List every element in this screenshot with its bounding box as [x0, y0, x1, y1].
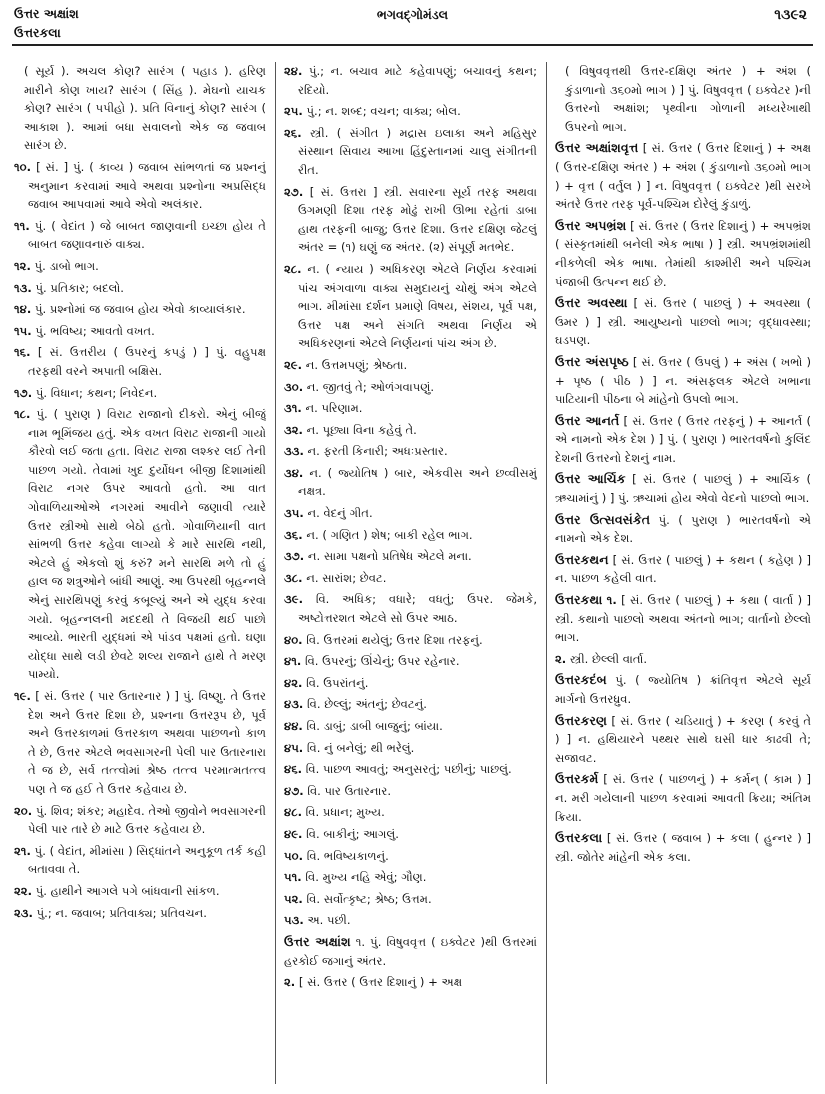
definition-text: [ સં. ઉત્તર ( ચડિયાતું ) + કરણ ( કરવું તે ) ] ન. હથિયારને પથ્થર સાથે ઘસી ધાર કાઢવી તે; સજાવટ. [555, 713, 811, 765]
sense-entry [14, 802, 266, 839]
sense-number: ૨૩. [14, 905, 33, 920]
headword-entry [555, 591, 811, 647]
column-divider [546, 62, 547, 1084]
definition-text: [ સં. ઉત્તર ( પાર ઉતારનાર ) ] પું. વિષ્ણુ. તે ઉત્તર દેશ અને ઉત્તર દિશા છે, પ્રશ્નના ઉત્તરરૂપ છે, પૂર્વ અને ઉત્તરકાળમાં ઉત્તરકાળ અથવા પાછળનો કાળ તે છે, ઉત્તર એટલે ભવસાગરની પેલી પાર ઉતારનારા તે જ છે, સર્વ તત્ત્વોમાં શ્રેષ્ઠ તત્ત્વ પરમાત્મતત્ત્વ પણ તે જ હઈ તે ઉત્તર કહેવાય છે. [28, 689, 266, 796]
sense-number: ૧૭. [14, 385, 33, 400]
sense-entry [284, 260, 537, 353]
column-divider [275, 62, 276, 1084]
guide-word-last: ઉત્તરકલા [14, 25, 61, 40]
headword: ઉત્તરકલા [555, 830, 603, 846]
sense-number: ૧૫. [14, 323, 32, 338]
sense-number: ૨૧. [14, 843, 31, 858]
definition-text: વિ. પાછળ આવતું; અનુસરતું; પછીનું; પાછલું. [305, 762, 512, 777]
sense-number: ૩૯. [284, 592, 303, 607]
definition-text: પું. હાથીને આગલે પગે બાંધવાની સાંકળ. [35, 883, 220, 898]
definition-text: [ સં. ઉત્તરીય ( ઉપરનું કપડું ) ] પું. વહુપક્ષ તરફથી વરને અપાતી બક્ષિસ. [28, 345, 266, 378]
headword: ઉત્તરકર્મ [555, 771, 599, 787]
definition-text: [ સં. ઉત્તર ( જવાબ ) + કલા ( હુન્નર ) ] સ્ત્રી. જોતેર માંહેની એક કલા. [555, 831, 811, 864]
definition-text: પું. શિવ; શંકર; મહાદેવ. તેઓ જીવોને ભવસાગરની પેલી પાર તારે છે માટે ઉત્તર કહેવાય છે. [28, 803, 266, 837]
sense-number: ૨૫. [284, 104, 303, 119]
definition-text: [ સં. ઉત્તરા ] સ્ત્રી. સવારના સૂર્ય તરફ અથવા ઉગમણી દિશા તરફ મોઢું રાખી ઊભા રહેતાં ડાબા હાથ તરફની બાજુ; ઉત્તર દિશા. ઉત્તર દક્ષિણ જેટલું અંતર = (૧) ઘણું જ અંતર. (૨) સંપૂર્ણ મતભેદ. [298, 184, 537, 255]
headword-entry [555, 139, 811, 213]
sense-entry [284, 973, 537, 992]
definition-text: વિ. મુખ્ય નહિ એવું; ગૌણ. [305, 870, 427, 885]
sense-number: ૧૦. [14, 159, 32, 174]
definition-text: પું. ( પુરાણ ) ભારતવર્ષનો એ નામનો એક દેશ. [555, 512, 811, 546]
headword-entry [555, 712, 811, 768]
sense-number: ૨૮. [284, 261, 302, 276]
definition-text: વિ. બાકીનું; આગલું. [306, 826, 399, 841]
definition-text: વિ. ઉપરનું; ઊંચેનું; ઉપર રહેનાર. [304, 654, 460, 669]
sense-entry [14, 842, 266, 879]
sense-number: ૪૯. [284, 826, 303, 841]
sense-entry [284, 547, 537, 566]
header-rule [12, 44, 813, 46]
sense-number: ૧૨. [14, 258, 31, 273]
sense-entry [284, 825, 537, 844]
definition-text: પું. ( વેદાંત ) જે બાબત જાણવાની ઇચ્છા હોય તે બાબત જણાવનારું વાક્ય. [28, 218, 266, 252]
definition-text: પું. ( વેદાંત, મીમાંસા ) સિદ્ધાંતને અનુકૂળ તર્ક કહી બતાવવા તે. [28, 843, 266, 877]
headword: ઉત્તરકથન [555, 551, 609, 567]
sense-number: ૩૫. [284, 506, 304, 521]
sense-number: ૩૧. [284, 401, 302, 416]
definition-text: અ. પછી. [307, 913, 351, 928]
headword-entry [555, 217, 811, 291]
sense-entry [555, 650, 811, 669]
sense-number: ૨૬. [284, 125, 302, 140]
sense-entry [284, 62, 537, 99]
sense-entry [14, 257, 266, 276]
definition-text: ( સૂર્ય ). અચલ કોણ? સારંગ ( પહાડ ). હરિણ મારીને કોણ ખાય? સારંગ ( સિંહ ). મેઘનો યાચક કોણ? સારંગ ( પપીહો ). પ્રતિ વિનાનું કોણ? સારંગ ( આકાશ ). આમાં બધા સવાલનો એક જ જવાબ સારંગ છે. [24, 64, 266, 153]
sense-number: ૩૨. [284, 422, 303, 437]
sense-entry [284, 526, 537, 545]
definition-text: સ્ત્રી. છેલ્લી વાર્તા. [569, 651, 648, 666]
sense-number: ૧. [606, 593, 617, 608]
definition-text: ન. સામા પક્ષનો પ્રતિષેધ એટલે મના. [307, 549, 472, 564]
headword: ઉત્તરકદંબ [555, 672, 607, 688]
headword: ઉત્તર આર્ચિક [555, 471, 626, 487]
sense-number: ૨૭. [284, 184, 304, 199]
definition-text: [ સં. ઉત્તર ( પાછલું ) + અવસ્થા ( ઉમર ) ] સ્ત્રી. આયુષ્યનો પાછલો ભાગ; વૃદ્ધાવસ્થા; ઘડપણ. [555, 296, 811, 348]
sense-number: ૫૧. [284, 870, 302, 885]
headword: ઉત્તરકરણ [555, 712, 608, 728]
sense-entry [284, 911, 537, 930]
sense-entry [14, 687, 266, 799]
sense-entry [284, 569, 537, 588]
sense-entry [284, 803, 537, 822]
definition-text: [ સં. ઉત્તર ( ઉપલું ) + અંસ ( ખભો ) + પૃષ્ઠ ( પીઠ ) ] ન. અંસફલક એટલે ખભાના પાટિયાની પીઠના બે માંહેનો ઉપલો ભાગ. [555, 354, 811, 407]
sense-number: ૩૬. [284, 527, 303, 542]
definition-text: પું. ( પુરાણ ) વિરાટ રાજાનો દીકરો. એનું બીજું નામ ભૂમિંજય હતું. એક વખત વિરાટ રાજાની ગાયો કૌરવો લઈ જતા હતા. વિરાટ રાજા લશ્કર લઈ તેની પાછળ ગયો. તેવામાં ખુદ દુર્યોધન બીજી દિશામાંથી વિરાટ નગર ઉપર આવતો હતો. આ વાત ગોવાળિયાઓએ નગરમાં આવીને જણાવી ત્યારે ઉત્તર સ્ત્રીઓ સાથે બેઠો હતો. ગોવાળિયાની વાત સાંભળી ઉત્તર કહેવા લાગ્યો કે મારે સારથિ નથી, એટલે હું એકલો શું કરું? મને સારથિ મળે તો હું હાલ જ શત્રુઓને બાંધી આણું. આ ઉપરથી બૃહન્નલે એનું સારથિપણું કરવું કબૂલ્યું અને એ યુદ્ધ કરવા ગયો. બૃહન્નલની મદદથી તે વિજયી થઈ પાછો આવ્યો. ભારતી યુદ્ધમાં એ પાંડવ પક્ષમાં હતો. ઘણા યોદ્ધા સાથે લડી છેવટે શલ્ય રાજાને હાથે તે મરણ પામ્યો. [28, 407, 266, 682]
definition-text: [ સં. ઉત્તર ( ઉત્તર દિશાનું ) + અક્ષ [298, 975, 463, 990]
headword: ઉત્તર અક્ષાંશ [284, 933, 351, 949]
headword: ઉત્તરકથા [555, 592, 603, 608]
headword: ઉત્તર અપભ્રંશ [555, 217, 627, 233]
definition-text: [ સં. ઉત્તર ( ઉત્તર તરફનું ) + આનર્ત ( એ નામનો એક દેશ ) ] પું. ( પુરાણ ) ભારતવર્ષનો કુલિંદ દેશની ઉત્તરનો દેશનું નામ. [555, 413, 811, 465]
definition-text: [ સં. ઉત્તર ( પાછલું ) + આર્ચિક ( ઋચામાંનું ) ] પું. ઋચામાં હોય એવો વેદનો પાછલો ભાગ. [555, 472, 811, 506]
sense-entry [14, 217, 266, 254]
column-2 [284, 62, 537, 1086]
sense-entry [14, 384, 266, 403]
definition-text: વિ. અધિક; વધારે; વધતું; ઉપર. જેમકે, અષ્ટોત્તરશત એટલે સો ઉપર આઠ. [298, 592, 537, 626]
column-1 [14, 62, 266, 1086]
sense-number: ૨૨. [14, 883, 33, 898]
sense-entry [284, 652, 537, 671]
definition-text: વિ. પ્રધાન; મુખ્ય. [305, 805, 385, 820]
sense-number: ૪૬. [284, 762, 303, 777]
definition-text: [ સં. ઉત્તર ( પાછળનું ) + કર્મન્ ( કામ ) ] ન. મરી ગયેલાની પાછળ કરવામાં આવતી ક્રિયા; અંતિમ ક્રિયા. [555, 772, 811, 824]
definition-text: ન. પૂછ્યા વિના કહેવું તે. [306, 422, 417, 437]
definition-text: ન. ફરતી કિનારી; અધઃપ્રસ્તાર. [307, 444, 448, 459]
sense-number: ૨. [284, 975, 296, 990]
sense-number: ૫૦. [284, 848, 304, 863]
definition-text: વિ. પાર ઉતારનાર. [307, 783, 392, 798]
guide-word-first: ઉત્તર અક્ષાંશ [14, 6, 79, 21]
definition-text: ન. ઉત્તમપણું; શ્રેષ્ઠતા. [305, 357, 408, 372]
definition-text: [ સં. ઉત્તર ( ઉત્તર દિશાનું ) + અપભ્રંશ ( સંસ્કૃતમાંથી બનેલી એક ભાષા ) ] સ્ત્રી. અપભ્રંશમાંથી નીકળેલી એક ભાષા. તેમાંથી કાશ્મીરી અને પશ્ચિમ પંજાબી ઉત્પન્ન થઈ છે. [555, 218, 811, 289]
sense-number: ૧૩. [14, 280, 32, 295]
sense-entry [284, 590, 537, 627]
sense-entry [284, 464, 537, 501]
definition-text: વિ. ડાબું; ડાબી બાજુનું; બાંયા. [306, 719, 443, 733]
headword: ઉત્તર અવસ્થા [555, 295, 628, 311]
sense-entry [284, 124, 537, 180]
definition-text: [ સં. ] પું. ( કાવ્ય ) જવાબ સાંભળતાં જ પ્રશ્નનું અનુમાન કરવામાં આવે અથવા પ્રશ્નોના અપ્રસિદ્ધ જવાબ આપવામાં આવે એવો અલંકાર. [28, 159, 266, 212]
headword-entry [555, 294, 811, 350]
sense-entry [284, 847, 537, 866]
definition-text: પું.; ન. જવાબ; પ્રતિવાક્ય; પ્રતિવચન. [36, 905, 207, 920]
book-title: ભગવદ્ગોમંડલ [376, 7, 449, 22]
sense-entry [14, 405, 266, 684]
sense-number: ૨૦. [14, 803, 33, 818]
headword-entry [555, 470, 811, 507]
definition-text: ન. વેદનું ગીત. [307, 506, 373, 521]
sense-entry [284, 504, 537, 523]
definition-text: ન. જીતવું તે; ઓળંગવાપણું. [306, 379, 435, 394]
definition-text: ન. ( જ્યોતિષ ) બાર, એકવીસ અને છવ્વીસમું નક્ષત્ર. [298, 465, 537, 499]
definition-text: ન. સારાંશ; છેવટ. [306, 570, 387, 585]
sense-number: ૩૩. [284, 444, 304, 459]
sense-number: ૨૯. [284, 357, 303, 372]
sense-entry [14, 279, 266, 298]
definition-text: વિ. ભવિષ્યકાળનું. [306, 848, 389, 863]
sense-number: ૨. [555, 651, 567, 666]
entry-continuation [14, 62, 266, 155]
headword: ઉત્તર ઉત્સવસંકેત [555, 511, 651, 527]
sense-entry [284, 102, 537, 121]
sense-entry [14, 322, 266, 341]
sense-number: ૫૨. [284, 891, 303, 906]
sense-number: ૪૦. [284, 632, 303, 647]
definition-text: પું. ડાબો ભાગ. [34, 258, 99, 273]
sense-number: ૩૪. [284, 465, 304, 480]
sense-number: ૧૯. [14, 689, 31, 703]
definition-text: વિ. નું બનેલું; થી ભરેલું. [306, 740, 415, 755]
definition-text: ૧. પું. વિષુવવૃત્ત ( ઇક્વેટર )થી ઉત્તરમાં હરકોઈ જગાનું અંતર. [284, 934, 537, 968]
definition-text: વિ. ઉત્તરમાં થયેલું; ઉત્તર દિશા તરફનું. [306, 632, 483, 647]
definition-text: [ સં. ઉત્તર ( પાછલું ) + કથન ( કહેણ ) ] ન. પાછળ કહેલી વાત. [555, 552, 811, 586]
column-3 [555, 62, 811, 1086]
sense-entry [284, 399, 537, 418]
definition-text: [ સં. ઉત્તર ( ઉત્તર દિશાનું ) + અક્ષ ( ઉત્તર-દક્ષિણ અંતર ) + અંશ ( કુંડાળાનો ૩૬૦મો ભાગ ) + વૃત્ત ( વર્તુલ ) ] ન. વિષુવવૃત્ત ( ઇક્વેટર )થી સરખે અંતરે ઉત્તર તરફ પૂર્વ-પશ્ચિમ દોરેલું કુંડાળું. [555, 141, 811, 212]
definition-text: પું.; ન. શબ્દ; વચન; વાક્ય; બોલ. [306, 104, 461, 119]
definition-text: પું. ( જ્યોતિષ ) ક્રાંતિવૃત્ત એટલે સૂર્ય માર્ગનો ઉત્તરધ્રુવ. [555, 673, 811, 706]
sense-entry [284, 631, 537, 650]
definition-text: વિ. સર્વોત્કૃષ્ટ; શ્રેષ્ઠ; ઉત્તમ. [306, 891, 432, 906]
sense-entry [14, 904, 266, 923]
sense-number: ૧૬. [14, 345, 31, 360]
sense-number: ૧૧. [14, 218, 30, 233]
definition-text: સ્ત્રી. ( સંગીત ) મદ્રાસ ઇલાકા અને મહિસુર સંસ્થાન સિવાય આખા હિંદુસ્તાનમાં ચાલુ સંગીતની રીત. [298, 125, 537, 177]
page-header [0, 4, 825, 44]
sense-entry [284, 782, 537, 801]
definition-text: પું. ભવિષ્ય; આવતો વખત. [35, 323, 155, 338]
sense-entry [284, 421, 537, 440]
headword: ઉત્તર અંસપૃષ્ઠ [555, 353, 629, 369]
sense-number: ૪૩. [284, 697, 304, 712]
sense-number: ૧૮. [14, 407, 31, 422]
sense-number: ૪૪. [284, 719, 303, 733]
sense-number: ૩૮. [284, 570, 303, 585]
headword-entry [555, 829, 811, 866]
sense-entry [14, 300, 266, 319]
sense-number: ૪૭. [284, 783, 304, 798]
sense-entry [14, 882, 266, 901]
headword-entry [555, 551, 811, 588]
sense-entry [284, 442, 537, 461]
sense-entry [284, 717, 537, 736]
headword-entry [284, 933, 537, 970]
headword: ઉત્તર આનર્ત [555, 412, 620, 428]
sense-number: ૫૩. [284, 913, 304, 928]
sense-entry [284, 739, 537, 758]
sense-entry [284, 356, 537, 375]
sense-number: ૨૪. [284, 64, 303, 78]
sense-entry [14, 343, 266, 380]
headword-entry [555, 412, 811, 468]
headword: ઉત્તર અક્ષાંશવૃત્ત [555, 140, 639, 156]
sense-entry [284, 378, 537, 397]
definition-text: ( વિષુવવૃત્તથી ઉત્તર-દક્ષિણ અંતર ) + અંશ ( કુંડાળાનો ૩૬૦મો ભાગ ) ] પું. વિષુવવૃત્ત ( ઇક્વેટર )ની ઉત્તરનો અક્ષાંશ; પૃથ્વીના ગોળાની મધ્યરેખાથી ઉપરનો ભાગ. [565, 64, 811, 134]
sense-number: ૪૧. [284, 654, 302, 669]
definition-text: પું. પ્રશ્નોમાં જ જવાબ હોય એવો કાવ્યાલંકાર. [34, 302, 246, 317]
headword-entry [555, 353, 811, 409]
sense-entry [284, 890, 537, 909]
headword-entry [555, 770, 811, 826]
sense-entry [284, 183, 537, 257]
definition-text: પું. પ્રતિકાર; બદલો. [35, 280, 124, 295]
definition-text: ન. ( ન્યાય ) અધિકરણ એટલે નિર્ણય કરવામાં પાંચ અંગવાળા વાક્ય સમુદાયનું ચોથું અંગ એટલે ભાગ. મીમાંસા દર્શન પ્રમાણે વિષય, સંશય, પૂર્વ પક્ષ, ઉત્તર પક્ષ અને સંગતિ અથવા નિર્ણય એ અધિકરણનાં એટલે નિર્ણયનાં પાંચ અંગ છે. [298, 261, 537, 351]
definition-text: ન. પરિણામ. [305, 401, 363, 416]
definition-text: પું.; ન. બચાવ માટે કહેવાપણું; બચાવનું કથન; રદિયો. [298, 64, 537, 97]
definition-text: વિ. છેલ્લું; અંતનું; છેવટનું. [307, 697, 427, 712]
sense-entry [284, 868, 537, 887]
headword-entry [555, 511, 811, 548]
headword-entry [555, 671, 811, 708]
sense-entry [284, 760, 537, 779]
definition-text: પું. વિધાન; કથન; નિવેદન. [35, 385, 158, 400]
entry-continuation [555, 62, 811, 136]
sense-number: ૩૦. [284, 379, 304, 394]
sense-number: ૪૮. [284, 805, 302, 820]
sense-number: ૪૫. [284, 740, 304, 755]
sense-number: ૩૭. [284, 549, 305, 564]
definition-text: ન. ( ગણિત ) શેષ; બાકી રહેલ ભાગ. [306, 527, 473, 542]
sense-entry [284, 695, 537, 714]
definition-text: વિ. ઉપરાંતનું. [306, 675, 369, 690]
sense-entry [14, 158, 266, 214]
definition-text: [ સં. ઉત્તર ( પાછલું ) + કથા ( વાર્તા ) ] સ્ત્રી. કથાનો પાછલો અથવા અંતનો ભાગ; વાર્તાનો છેલ્લો ભાગ. [555, 593, 811, 645]
sense-entry [284, 674, 537, 693]
page-number: ૧૩૯૨ [774, 7, 807, 23]
sense-number: ૧૪. [14, 302, 32, 317]
sense-number: ૪૨. [284, 675, 303, 690]
